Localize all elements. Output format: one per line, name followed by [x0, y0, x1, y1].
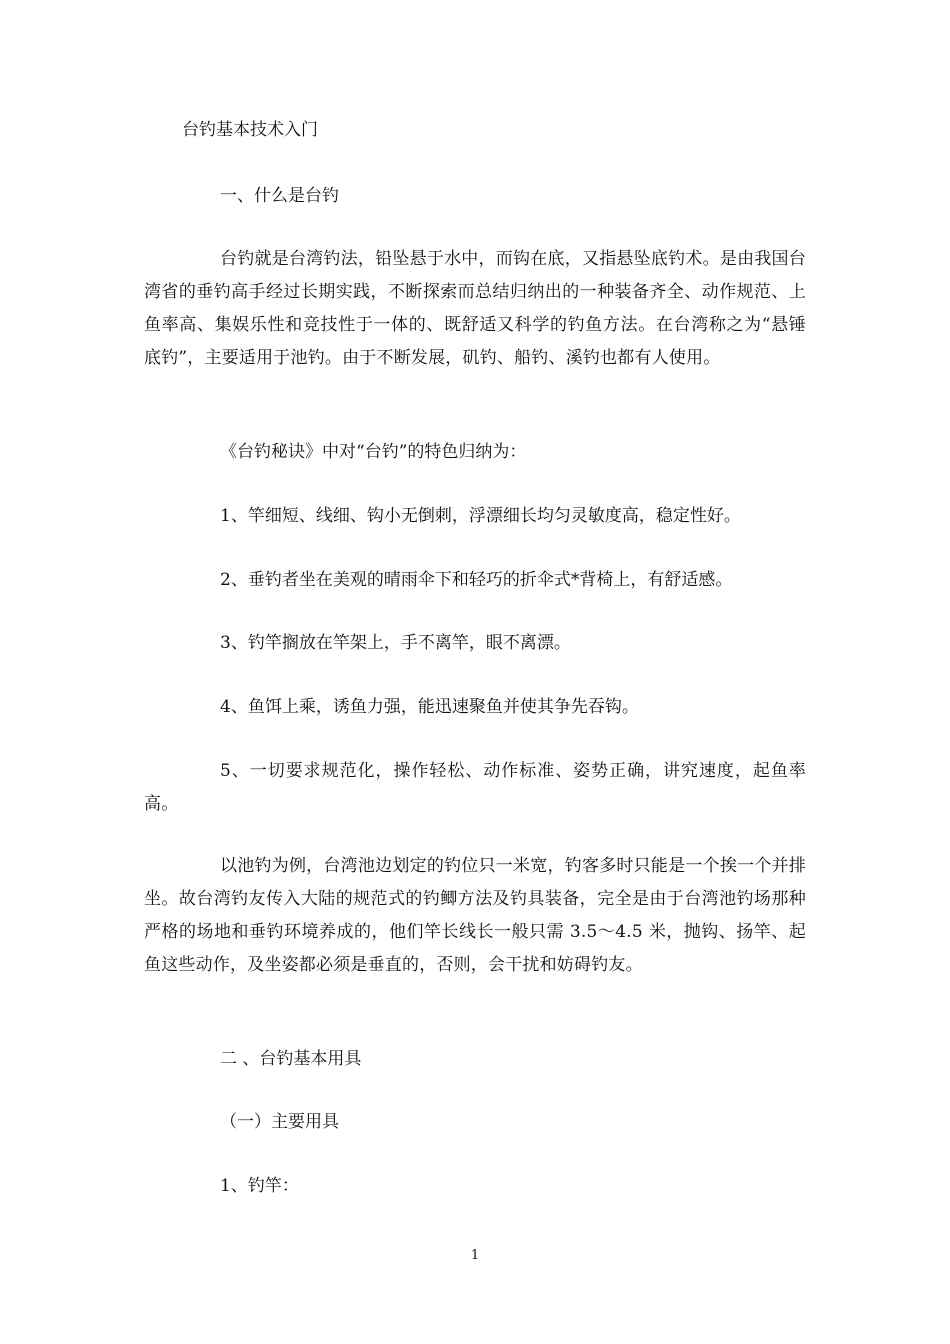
feature-item-1: 1、竿细短、线细、钩小无倒刺，浮漂细长均匀灵敏度高，稳定性好。 [220, 506, 741, 526]
section-heading-basic-tools: 二 、台钓基本用具 [220, 1049, 362, 1069]
section-heading-what-is-taidiao: 一、什么是台钓 [220, 186, 339, 206]
feature-item-3: 3、钓竿搁放在竿架上，手不离竿，眼不离漂。 [220, 633, 571, 653]
document-title: 台钓基本技术入门 [182, 120, 318, 140]
subsection-heading-main-tools: （一）主要用具 [220, 1112, 339, 1132]
feature-item-4: 4、鱼饵上乘，诱鱼力强，能迅速聚鱼并使其争先吞钩。 [220, 697, 639, 717]
pond-fishing-paragraph: 以池钓为例，台湾池边划定的钓位只一米宽，钓客多时只能是一个挨一个并排坐。故台湾钓友传入大陆的规范式的钓鲫方法及钓具装备，完全是由于台湾池钓场那种严格的场地和垂钓环境养成的，他们竿长线长一般只需 3.5～4.5 米，抛钩、扬竿、起鱼这些动作，及坐姿都必须是垂直的，否则，会干扰和妨碍钓友。 [144, 856, 806, 975]
feature-item-5: 5、一切要求规范化，操作轻松、动作标准、姿势正确，讲究速度，起鱼率高。 [144, 761, 806, 814]
feature-item-2: 2、垂钓者坐在美观的晴雨伞下和轻巧的折伞式*背椅上，有舒适感。 [220, 570, 733, 590]
intro-paragraph: 台钓就是台湾钓法，铅坠悬于水中，而钩在底，又指悬坠底钓术。是由我国台湾省的垂钓高手经过长期实践，不断探索而总结归纳出的一种装备齐全、动作规范、上鱼率高、集娱乐性和竞技性于一体的、既舒适又科学的钓鱼方法。在台湾称之为“悬锤底钓”，主要适用于池钓。由于不断发展，矶钓、船钓、溪钓也都有人使用。 [144, 249, 806, 368]
page-number: 1 [470, 1248, 480, 1263]
secrets-intro-line: 《台钓秘诀》中对“台钓”的特色归纳为： [220, 442, 527, 462]
item-heading-fishing-rod: 1、钓竿： [220, 1176, 299, 1196]
